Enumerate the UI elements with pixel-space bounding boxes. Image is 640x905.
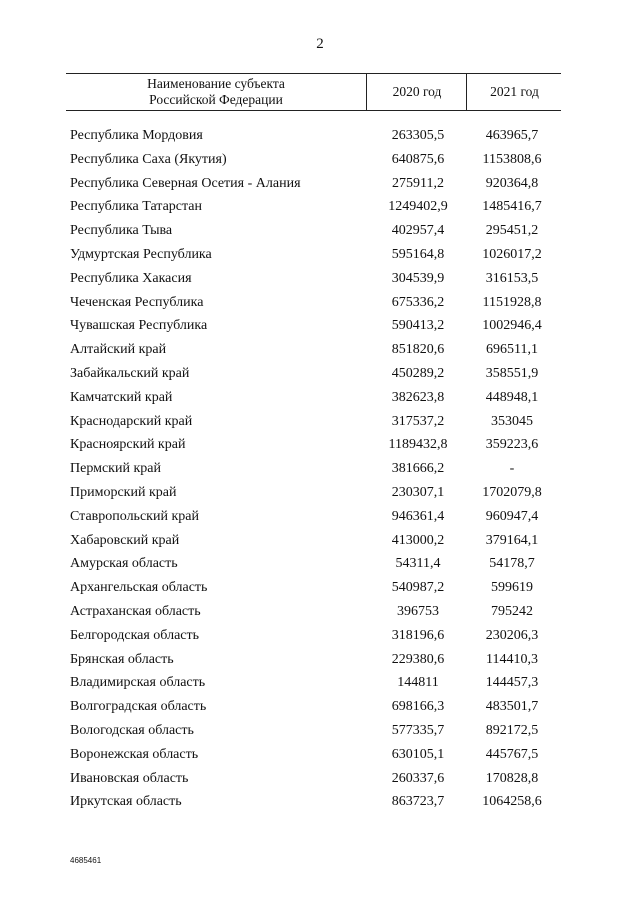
value-2020-cell: 540987,2 (391, 580, 445, 596)
value-2021-cell: 445767,5 (485, 746, 539, 762)
value-2021-cell: 295451,2 (485, 223, 539, 239)
value-2021-cell: 359223,6 (485, 437, 539, 453)
table-row (0, 172, 640, 196)
value-2020-cell: 863723,7 (391, 794, 445, 810)
value-2020-cell: 450289,2 (391, 365, 445, 381)
value-2021-cell: 316153,5 (485, 270, 539, 286)
subject-name-cell: Алтайский край (70, 342, 167, 358)
value-2021-cell: - (509, 461, 515, 477)
table-row (0, 719, 640, 743)
value-2020-cell: 640875,6 (391, 151, 445, 167)
header-subject-name: Наименование субъекта Российской Федерации (147, 76, 285, 107)
value-2020-cell: 402957,4 (391, 223, 445, 239)
subject-name-cell: Амурская область (70, 556, 178, 572)
subject-name-cell: Приморский край (70, 484, 177, 500)
table-row (0, 148, 640, 172)
subject-name-cell: Красноярский край (70, 437, 186, 453)
value-2020-cell: 396753 (397, 603, 439, 619)
value-2021-cell: 170828,8 (485, 770, 539, 786)
subject-name-cell: Республика Хакасия (70, 270, 192, 286)
header-year-2021: 2021 год (466, 74, 562, 110)
table-row (0, 648, 640, 672)
table-row (0, 576, 640, 600)
value-2021-cell: 795242 (491, 603, 533, 619)
subject-name-cell: Республика Татарстан (70, 199, 203, 215)
value-2020-cell: 630105,1 (391, 746, 445, 762)
value-2021-cell: 1151928,8 (482, 294, 542, 310)
subject-name-cell: Иркутская область (70, 794, 182, 810)
subject-name-cell: Республика Мордовия (70, 128, 203, 143)
subject-name-cell: Владимирская область (70, 675, 206, 691)
value-2021-cell: 1002946,4 (482, 318, 542, 334)
subject-name-cell: Ставропольский край (70, 508, 199, 524)
value-2021-cell: 1702079,8 (482, 484, 542, 500)
value-2021-cell: 144457,3 (485, 675, 539, 691)
subject-name-cell: Чувашская Республика (70, 318, 208, 334)
table-row (0, 362, 640, 386)
value-2020-cell: 263305,5 (391, 128, 445, 143)
subject-name-cell: Удмуртская Республика (70, 246, 212, 262)
table-row (0, 195, 640, 219)
value-2020-cell: 381666,2 (391, 461, 445, 477)
table-row (0, 243, 640, 267)
table-row (0, 767, 640, 791)
table-row (0, 695, 640, 719)
value-2021-cell: 448948,1 (485, 389, 539, 405)
table-row (0, 338, 640, 362)
table-header (66, 73, 561, 111)
subject-name-cell: Воронежская область (70, 746, 199, 762)
value-2020-cell: 590413,2 (391, 318, 445, 334)
value-2021-cell: 463965,7 (485, 128, 539, 143)
table-row (0, 291, 640, 315)
value-2021-cell: 114410,3 (486, 651, 538, 667)
value-2020-cell: 946361,4 (391, 508, 445, 524)
subject-name-cell: Астраханская область (70, 603, 201, 619)
value-2021-cell: 696511,1 (486, 342, 538, 358)
table-row (0, 124, 640, 148)
table-row (0, 671, 640, 695)
value-2020-cell: 275911,2 (392, 175, 444, 191)
value-2021-cell: 353045 (491, 413, 533, 429)
table-row (0, 314, 640, 338)
value-2021-cell: 599619 (491, 580, 533, 596)
document-code: 4685461 (70, 856, 102, 865)
value-2020-cell: 698166,3 (391, 699, 445, 715)
value-2020-cell: 229380,6 (391, 651, 445, 667)
table-row (0, 481, 640, 505)
table-row (0, 386, 640, 410)
subject-name-cell: Волгоградская область (70, 699, 207, 715)
value-2020-cell: 317537,2 (391, 413, 445, 429)
value-2020-cell: 1189432,8 (388, 437, 448, 453)
table-row (0, 743, 640, 767)
value-2020-cell: 851820,6 (391, 342, 445, 358)
value-2021-cell: 358551,9 (485, 365, 539, 381)
value-2021-cell: 960947,4 (485, 508, 539, 524)
subject-name-cell: Белгородская область (70, 627, 200, 643)
table-row (0, 600, 640, 624)
value-2020-cell: 382623,8 (391, 389, 445, 405)
value-2020-cell: 318196,6 (391, 627, 445, 643)
subject-name-cell: Ивановская область (70, 770, 189, 786)
table-row (0, 267, 640, 291)
value-2020-cell: 304539,9 (391, 270, 445, 286)
page-number: 2 (316, 36, 324, 52)
value-2021-cell: 1485416,7 (482, 199, 542, 215)
subject-name-cell: Архангельская область (70, 580, 208, 596)
subject-name-cell: Забайкальский край (70, 365, 190, 381)
value-2021-cell: 1153808,6 (482, 151, 542, 167)
subject-name-cell: Чеченская Республика (70, 294, 204, 310)
value-2020-cell: 413000,2 (391, 532, 445, 548)
subject-name-cell: Республика Тыва (70, 223, 173, 239)
value-2021-cell: 483501,7 (485, 699, 539, 715)
table-row (0, 790, 640, 814)
header-year-2020: 2020 год (366, 74, 467, 110)
table-row (0, 433, 640, 457)
value-2021-cell: 230206,3 (485, 627, 539, 643)
table-row (0, 624, 640, 648)
table-row (0, 552, 640, 576)
table-row (0, 505, 640, 529)
value-2020-cell: 54311,4 (395, 556, 441, 572)
subject-name-cell: Краснодарский край (70, 413, 193, 429)
value-2020-cell: 1249402,9 (388, 199, 448, 215)
value-2020-cell: 230307,1 (391, 484, 445, 500)
subject-name-cell: Хабаровский край (70, 532, 180, 548)
value-2020-cell: 260337,6 (391, 770, 445, 786)
table-row (0, 219, 640, 243)
table-row (0, 457, 640, 481)
subject-name-cell: Камчатский край (70, 389, 173, 405)
table-row (0, 410, 640, 434)
subject-name-cell: Брянская область (70, 651, 174, 667)
subject-name-cell: Вологодская область (70, 722, 194, 738)
value-2021-cell: 54178,7 (489, 556, 535, 572)
value-2020-cell: 595164,8 (391, 246, 445, 262)
subject-name-cell: Республика Саха (Якутия) (70, 151, 227, 167)
subject-name-cell: Пермский край (70, 461, 161, 477)
value-2021-cell: 920364,8 (485, 175, 539, 191)
value-2021-cell: 379164,1 (485, 532, 539, 548)
table-row (0, 529, 640, 553)
value-2021-cell: 1064258,6 (482, 794, 542, 810)
value-2020-cell: 675336,2 (391, 294, 445, 310)
subject-name-cell: Республика Северная Осетия - Алания (70, 175, 301, 191)
value-2020-cell: 577335,7 (391, 722, 445, 738)
value-2020-cell: 144811 (397, 675, 439, 691)
table-body (0, 124, 640, 814)
value-2021-cell: 892172,5 (485, 722, 539, 738)
value-2021-cell: 1026017,2 (482, 246, 542, 262)
